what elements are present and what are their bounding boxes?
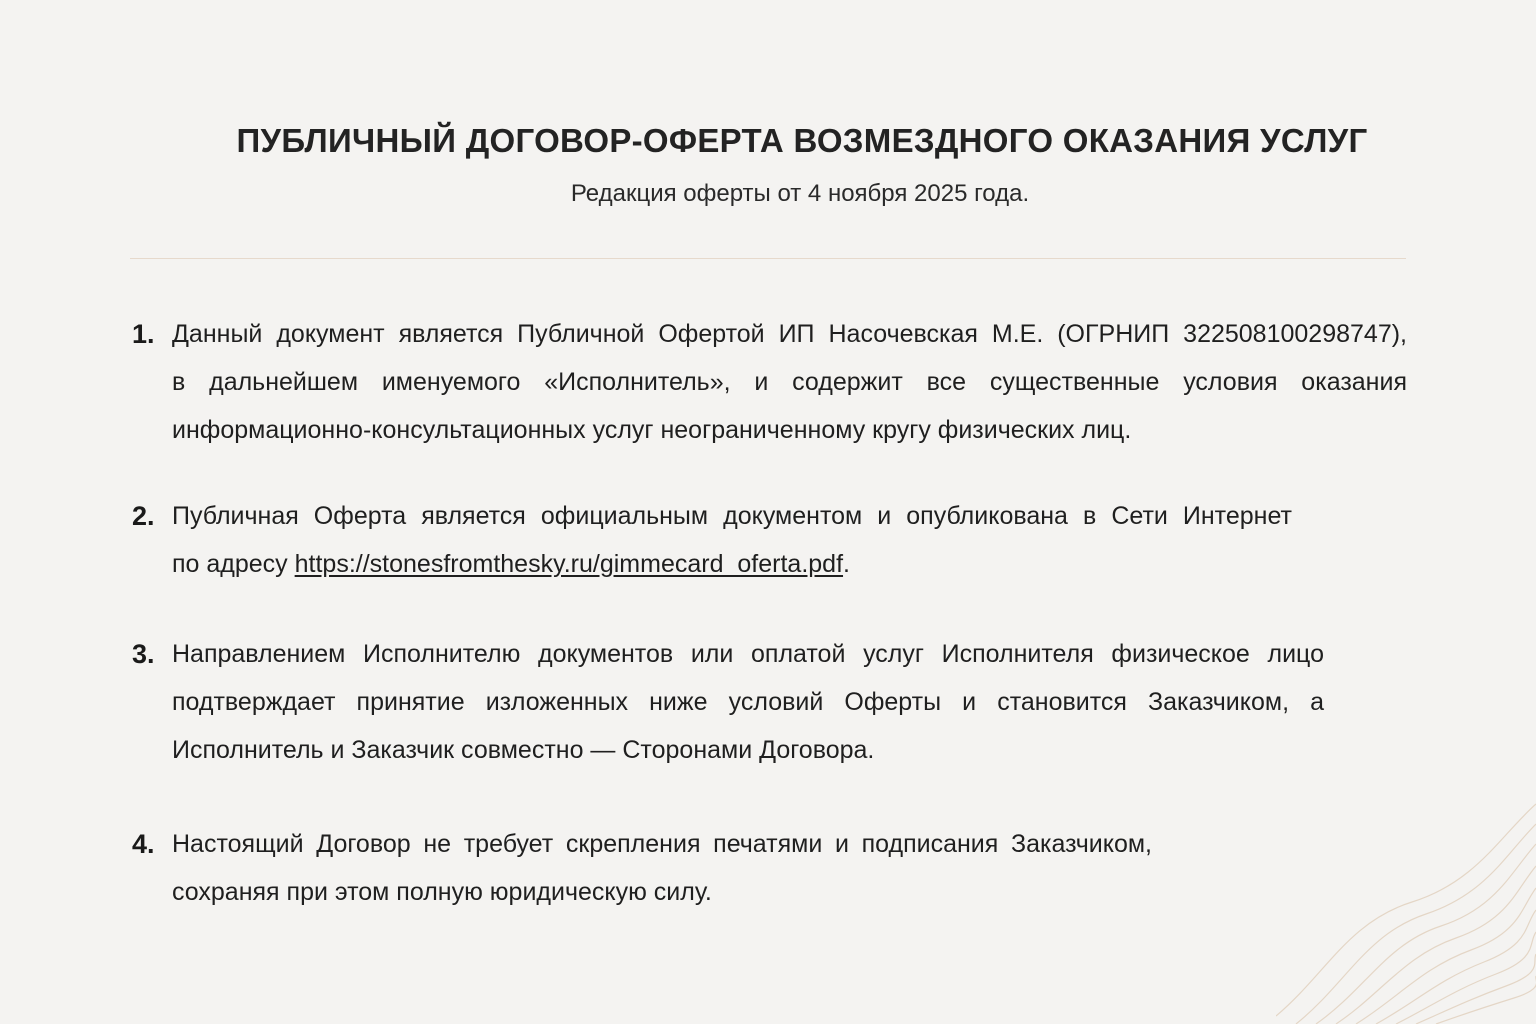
clause-1 bbox=[132, 310, 1407, 454]
clause-text: . bbox=[843, 550, 850, 578]
clause-line: Данный документ является Публичной Офертой ИП Насочевская М.Е. (ОГРНИП 322508100298747), bbox=[172, 320, 1407, 348]
clause-line: Публичная Оферта является официальным документом и опубликована в Сети Интернет bbox=[172, 502, 1292, 530]
decorative-wave-lines bbox=[1276, 784, 1536, 1024]
wave-line bbox=[1356, 888, 1536, 1024]
header-divider bbox=[130, 258, 1406, 259]
clause-line bbox=[172, 540, 1292, 588]
clause-text: по адресу bbox=[172, 550, 295, 578]
wave-line bbox=[1296, 824, 1536, 1024]
wave-line bbox=[1276, 804, 1536, 1016]
clause-body bbox=[172, 630, 1324, 774]
clause-number: 2. bbox=[132, 501, 155, 531]
clause-line: подтверждает принятие изложенных ниже условий Оферты и становится Заказчиком, а bbox=[172, 688, 1324, 716]
clause-line: Настоящий Договор не требует скрепления печатями и подписания Заказчиком, bbox=[172, 830, 1152, 858]
document-subtitle: Редакция оферты от 4 ноября 2025 года. bbox=[570, 180, 1030, 207]
clause-line: Исполнитель и Заказчик совместно — Сторонами Договора. bbox=[172, 736, 875, 764]
clause-line: сохраняя при этом полную юридическую силу. bbox=[172, 878, 712, 906]
clause-body bbox=[172, 492, 1292, 588]
clause-number: 4. bbox=[132, 829, 155, 859]
clause-line: Направлением Исполнителю документов или оплатой услуг Исполнителя физическое лицо bbox=[172, 640, 1324, 668]
clause-line: информационно-консультационных услуг неограниченному кругу физических лиц. bbox=[172, 416, 1132, 444]
clause-3 bbox=[132, 630, 1324, 774]
wave-line bbox=[1436, 976, 1536, 1024]
wave-line bbox=[1396, 932, 1536, 1024]
offer-pdf-link[interactable]: https://stonesfromthesky.ru/gimmecard_oferta.pdf bbox=[294, 550, 844, 578]
clause-line: в дальнейшем именуемого «Исполнитель», и содержит все существенные условия оказания bbox=[172, 368, 1407, 396]
clause-number: 1. bbox=[132, 319, 155, 349]
clause-body bbox=[172, 310, 1407, 454]
wave-lines-group bbox=[1276, 804, 1536, 1024]
clause-4 bbox=[132, 820, 1152, 916]
clause-number: 3. bbox=[132, 639, 155, 669]
clause-body bbox=[172, 820, 1152, 916]
clause-2 bbox=[132, 492, 1292, 588]
wave-line bbox=[1316, 844, 1536, 1024]
document-title: ПУБЛИЧНЫЙ ДОГОВОР-ОФЕРТА ВОЗМЕЗДНОГО ОКАЗАНИЯ УСЛУГ bbox=[236, 122, 1368, 159]
wave-line bbox=[1416, 954, 1536, 1024]
